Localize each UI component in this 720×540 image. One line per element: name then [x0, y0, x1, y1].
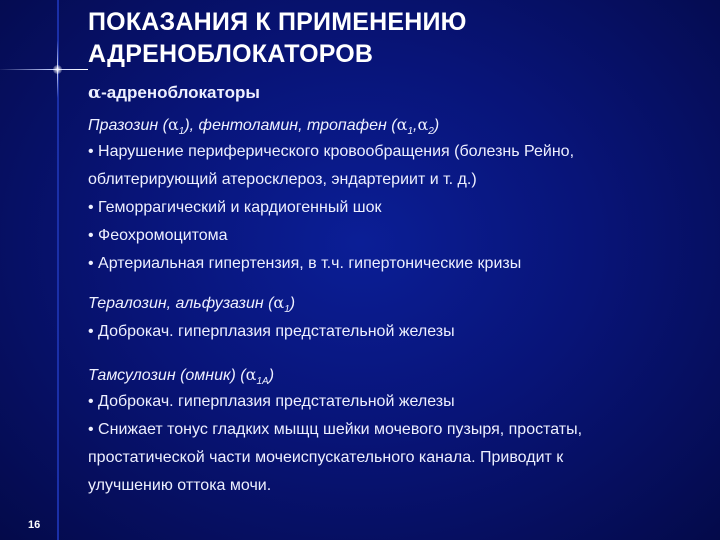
list-item: • Артериальная гипертензия, в т.ч. гипертонические кризы: [88, 255, 522, 272]
list-item: простатической части мочеиспускательного канала. Приводит к: [88, 449, 564, 466]
title-line-2: АДРЕНОБЛОКАТОРОВ: [88, 40, 374, 68]
list-item: • Нарушение периферического кровообращения (болезнь Рейно,: [88, 143, 575, 160]
list-item: • Феохромоцитома: [88, 227, 228, 244]
list-item: облитерирующий атеросклероз, эндартериит и т. д.): [88, 171, 477, 188]
title-line-1: ПОКАЗАНИЯ К ПРИМЕНЕНИЮ: [88, 8, 467, 36]
section-heading: [88, 83, 260, 103]
horizontal-divider: [0, 69, 88, 70]
sparkle-decoration: [53, 65, 62, 74]
list-item: • Геморрагический и кардиогенный шок: [88, 199, 382, 216]
list-item: • Доброкач. гиперплазия предстательной железы: [88, 323, 455, 340]
list-item: • Доброкач. гиперплазия предстательной железы: [88, 393, 455, 410]
list-item: • Снижает тонус гладких мыщц шейки мочевого пузыря, простаты,: [88, 421, 583, 438]
drug-group-2: Тералозин, альфузазин $(\alpha_1)$: [88, 293, 296, 316]
drug-group-3: Тамсулозин (омник) $(\alpha_{1A})$: [88, 365, 275, 388]
slide-title: [88, 6, 467, 70]
page-number: 16: [28, 519, 41, 531]
list-item: улучшению оттока мочи.: [88, 477, 272, 494]
drug-group-1: Празозин $(\alpha_1)$, фентоламин, тропафен $(\alpha_1,\alpha_2)$: [88, 115, 440, 138]
alpha-symbol: α: [88, 83, 102, 103]
heading-text: -адреноблокаторы: [101, 83, 260, 102]
